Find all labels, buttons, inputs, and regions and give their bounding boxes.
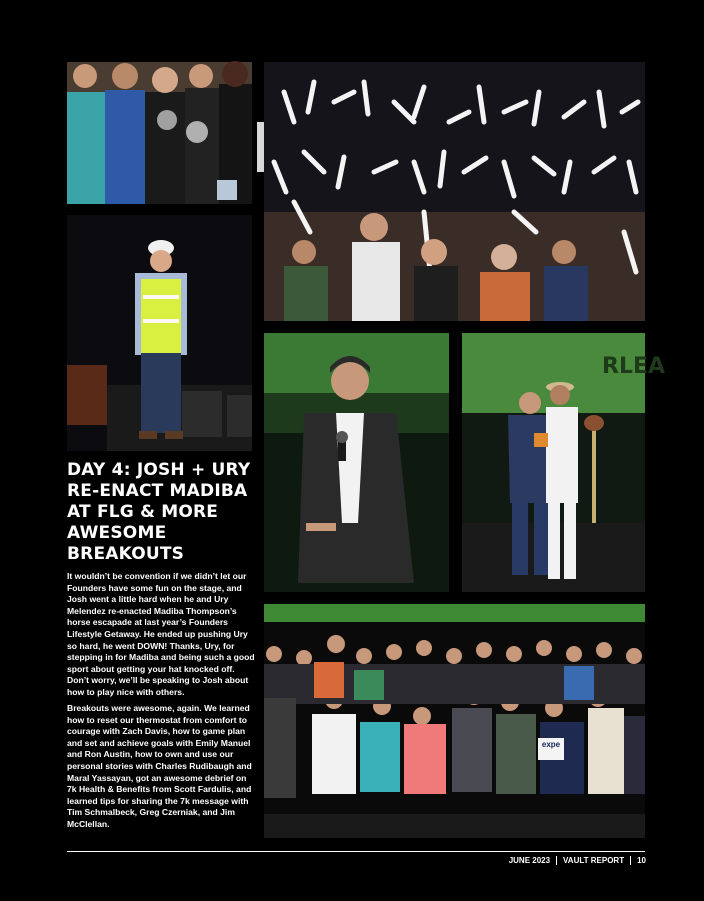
photo-madiba-reenactment [462, 333, 666, 592]
footer-publication: VAULT REPORT [563, 856, 625, 865]
svg-text:RLEA: RLEA [602, 354, 666, 379]
footer-date: JUNE 2023 [508, 856, 551, 865]
article-heading: DAY 4: JOSH + URY RE-ENACT MADIBA AT FLG & MORE AWESOME BREAKOUTS [67, 460, 251, 564]
photo-group-on-stage [264, 604, 645, 838]
article-paragraph: Breakouts were awesome, again. We learned how to reset our thermostat from comfort to courage with Zach Davis, how to game plan and set and achieve goals with Emily Manuel and Ron Austin, how to own and use our personal stories with Charles Rudibaugh and Maral Yassayan, got an awesome debrief on 7k Health & Benefits from Scott Fardulis, and learned tips for sharing the 7k message with Tim Schmalbeck, Greg Czerniak, and Jim McClellan. [67, 703, 252, 829]
page-number: 10 [637, 856, 646, 865]
photo-speaker-microphone [264, 333, 449, 592]
photo-crowd-light-sticks [264, 62, 645, 321]
photo-hard-hat-presenter [67, 215, 252, 451]
expe-sign-text: expe [541, 740, 561, 749]
footer-separator [630, 856, 631, 865]
footer-divider [67, 851, 645, 852]
photo-award-recipients [67, 62, 252, 204]
article-paragraph: It wouldn’t be convention if we didn’t let our Founders have some fun on the stage, and Josh went a little hard when he and Ury Melendez re-enacted Madiba Thompson’s horse escapade at last year’s Founders Lifestyle Getaway. He ended up pushing Ury so hard, he went DOWN! Thanks, Ury, for stepping in for Madiba and being such a good sport about getting your hat knocked off. Don’t worry, we’ll be speaking to Josh about how to play nice with others. [67, 571, 255, 697]
footer-separator [556, 856, 557, 865]
page-footer [509, 856, 646, 865]
